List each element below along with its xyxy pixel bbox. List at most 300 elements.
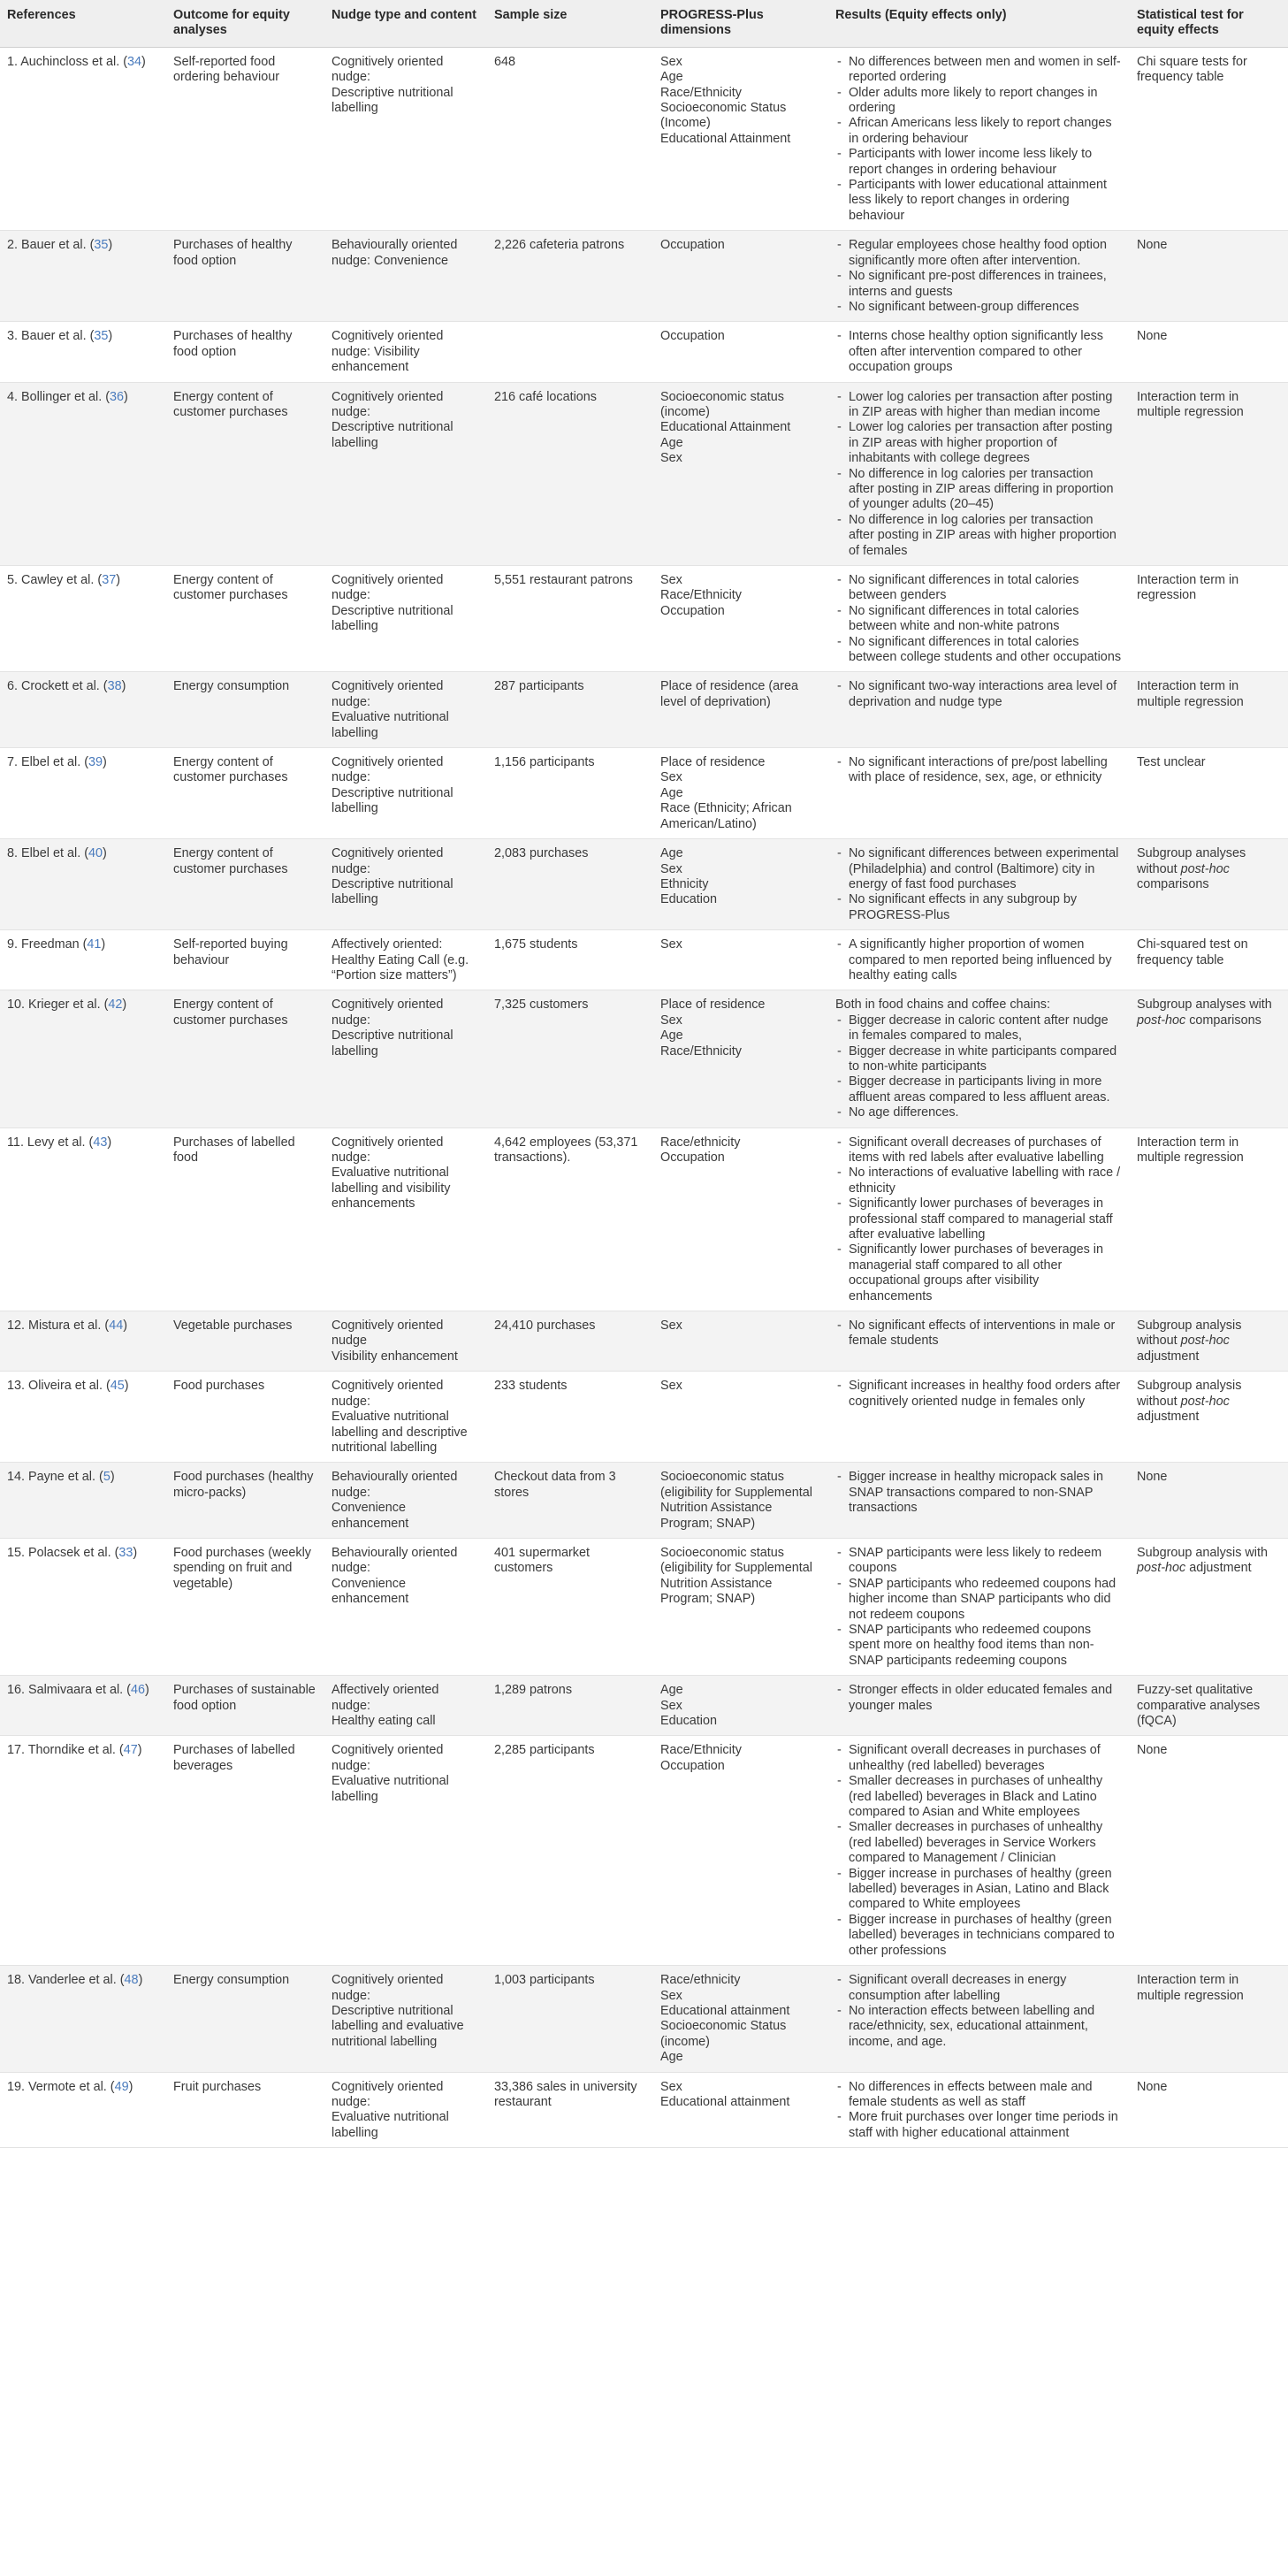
cell-statistical-test	[1130, 839, 1288, 930]
cell-outcome: Energy content of customer purchases	[166, 990, 324, 1127]
reference-author: 17. Thorndike et al.	[7, 1743, 116, 1758]
cell-progress-plus	[653, 1736, 828, 1966]
cell-statistical-test	[1130, 2072, 1288, 2148]
dimension-item: Occupation	[660, 1150, 725, 1165]
table-row	[0, 839, 1288, 930]
cell-outcome: Food purchases (weekly spending on fruit and vegetable)	[166, 1538, 324, 1675]
result-item: - Significantly lower purchases of beverages in professional staff compared to managerial staff after evaluative labelling	[835, 1196, 1121, 1242]
header-statistical-test: Statistical test for equity effects	[1130, 0, 1288, 47]
test-italic: post-hoc	[1180, 861, 1230, 876]
nudge-line: Descriptive nutritional labelling	[332, 603, 453, 634]
reference-author: 12. Mistura et al.	[7, 1319, 102, 1334]
cell-outcome: Energy content of customer purchases	[166, 382, 324, 565]
cell-reference: 11. Levy et al. (43)	[0, 1127, 166, 1311]
citation-link[interactable]: 43	[93, 1135, 108, 1150]
reference-author: 5. Cawley et al.	[7, 573, 95, 587]
nudge-line: Cognitively oriented nudge:	[332, 54, 444, 85]
cell-sample-size: 233 students	[487, 1372, 653, 1463]
table-row	[0, 672, 1288, 748]
cell-results	[828, 990, 1130, 1127]
cell-progress-plus	[653, 930, 828, 990]
nudge-line: Descriptive nutritional labelling and evaluative nutritional labelling	[332, 2003, 464, 2049]
test-after: adjustment	[1137, 1349, 1200, 1364]
test-italic: post-hoc	[1137, 1013, 1186, 1028]
result-item: - SNAP participants who redeemed coupons spent more on healthy food items than non-SNAP participants redeeming coupons	[835, 1623, 1121, 1669]
cell-nudge	[324, 231, 487, 322]
citation-link[interactable]: 5	[103, 1470, 111, 1485]
cell-statistical-test	[1130, 231, 1288, 322]
cell-statistical-test	[1130, 1372, 1288, 1463]
dimension-item: Race (Ethnicity; African American/Latino)	[660, 801, 792, 831]
cell-results	[828, 839, 1130, 930]
cell-results	[828, 566, 1130, 672]
dimension-item: Race/Ethnicity	[660, 1743, 742, 1758]
reference-author: 9. Freedman	[7, 937, 80, 952]
cell-sample-size: 216 café locations	[487, 382, 653, 565]
cell-results	[828, 2072, 1130, 2148]
dimension-item: Educational Attainment	[660, 131, 791, 146]
cell-results	[828, 748, 1130, 839]
test-text: None	[1137, 238, 1168, 253]
header-references: References	[0, 0, 166, 47]
cell-results	[828, 1538, 1130, 1675]
result-item: - Bigger decrease in white participants compared to non-white participants	[835, 1044, 1121, 1075]
cell-progress-plus	[653, 839, 828, 930]
cell-results	[828, 672, 1130, 748]
cell-statistical-test	[1130, 566, 1288, 672]
nudge-line: Cognitively oriented nudge:	[332, 389, 444, 419]
cell-sample-size: 1,003 participants	[487, 1966, 653, 2072]
table-row	[0, 1372, 1288, 1463]
table-row	[0, 990, 1288, 1127]
test-text: None	[1137, 2079, 1168, 2094]
cell-statistical-test	[1130, 930, 1288, 990]
table-row	[0, 930, 1288, 990]
citation-link[interactable]: 39	[88, 755, 103, 770]
result-item: - No significant differences in total calories between college students and other occupations	[835, 635, 1121, 666]
cell-statistical-test	[1130, 1538, 1288, 1675]
table-row	[0, 1966, 1288, 2072]
cell-outcome: Food purchases	[166, 1372, 324, 1463]
cell-results	[828, 1676, 1130, 1736]
citation-link[interactable]: 47	[123, 1743, 138, 1758]
dimension-item: Sex	[660, 1013, 682, 1028]
nudge-line: Convenience enhancement	[332, 1501, 409, 1531]
dimension-item: Occupation	[660, 238, 725, 253]
reference-author: 14. Payne et al.	[7, 1470, 96, 1485]
reference-author: 18. Vanderlee et al.	[7, 1973, 117, 1988]
result-item: - Bigger increase in purchases of healthy (green labelled) beverages in Asian, Latino and Black compared to White employees	[835, 1867, 1121, 1913]
cell-nudge	[324, 1463, 487, 1539]
dimension-item: Age	[660, 785, 683, 800]
results-list	[835, 1546, 1121, 1669]
cell-progress-plus	[653, 322, 828, 382]
dimension-item: Age	[660, 2050, 683, 2065]
dimension-item: Age	[660, 435, 683, 450]
result-item: - No significant interactions of pre/post labelling with place of residence, sex, age, or ethnicity	[835, 755, 1121, 786]
result-item: - No significant between-group differences	[835, 300, 1121, 315]
test-text: Subgroup analyses with	[1137, 998, 1272, 1013]
cell-outcome: Purchases of healthy food option	[166, 231, 324, 322]
cell-statistical-test	[1130, 1127, 1288, 1311]
cell-progress-plus	[653, 748, 828, 839]
result-item: - No significant two-way interactions area level of deprivation and nudge type	[835, 679, 1121, 710]
nudge-line: Convenience enhancement	[332, 1576, 409, 1607]
dimension-item: Age	[660, 1683, 683, 1698]
cell-sample-size: 1,675 students	[487, 930, 653, 990]
result-item: - SNAP participants who redeemed coupons had higher income than SNAP participants who did not redeem coupons	[835, 1577, 1121, 1623]
test-italic: post-hoc	[1137, 1561, 1186, 1576]
cell-reference: 15. Polacsek et al. (33)	[0, 1538, 166, 1675]
cell-statistical-test	[1130, 1311, 1288, 1372]
result-item: - No difference in log calories per transaction after posting in ZIP areas differing in proportion of younger adults (20–45)	[835, 467, 1121, 513]
cell-progress-plus	[653, 1372, 828, 1463]
dimension-item: Age	[660, 70, 683, 85]
result-item: - No interactions of evaluative labelling with race / ethnicity	[835, 1166, 1121, 1196]
dimension-item: Socioeconomic status (eligibility for Supplemental Nutrition Assistance Program; SNAP)	[660, 1545, 812, 1607]
nudge-line: Cognitively oriented nudge:	[332, 998, 444, 1028]
dimension-item: Sex	[660, 1379, 682, 1394]
nudge-line: Behaviourally oriented nudge: Convenience	[332, 238, 458, 268]
test-text: Subgroup analysis without	[1137, 1319, 1242, 1349]
result-item: - Regular employees chose healthy food option significantly more often after intervention.	[835, 238, 1121, 269]
cell-reference: 8. Elbel et al. (40)	[0, 839, 166, 930]
nudge-line: Descriptive nutritional labelling	[332, 85, 453, 116]
citation-link[interactable]: 44	[109, 1319, 124, 1334]
table-row	[0, 382, 1288, 565]
dimension-item: Socioeconomic Status (income)	[660, 2019, 787, 2049]
cell-nudge	[324, 2072, 487, 2148]
nudge-line: Cognitively oriented nudge:	[332, 1379, 444, 1409]
cell-outcome: Fruit purchases	[166, 2072, 324, 2148]
nudge-line: Cognitively oriented nudge:	[332, 2079, 444, 2109]
cell-results	[828, 1966, 1130, 2072]
dimension-item: Race/Ethnicity	[660, 588, 742, 603]
cell-progress-plus	[653, 382, 828, 565]
result-item: - No significant effects in any subgroup by PROGRESS-Plus	[835, 892, 1121, 923]
cell-results	[828, 1463, 1130, 1539]
nudge-line: Healthy Eating Call (e.g. “Portion size matters”)	[332, 952, 469, 982]
result-item: - Significantly lower purchases of beverages in managerial staff compared to all other occupational groups after visibility enhancements	[835, 1242, 1121, 1304]
cell-reference: 18. Vanderlee et al. (48)	[0, 1966, 166, 2072]
cell-sample-size: Checkout data from 3 stores	[487, 1463, 653, 1539]
cell-reference: 9. Freedman (41)	[0, 930, 166, 990]
header-results: Results (Equity effects only)	[828, 0, 1130, 47]
cell-statistical-test	[1130, 322, 1288, 382]
result-item: - Interns chose healthy option significantly less often after intervention compared to other occupation groups	[835, 329, 1121, 375]
citation-link[interactable]: 41	[87, 937, 102, 952]
cell-nudge	[324, 1966, 487, 2072]
table-row	[0, 1676, 1288, 1736]
table-row	[0, 2072, 1288, 2148]
cell-reference: 13. Oliveira et al. (45)	[0, 1372, 166, 1463]
dimension-item: Socioeconomic Status (Income)	[660, 101, 787, 131]
results-list	[835, 1683, 1121, 1714]
result-item: - Participants with lower educational attainment less likely to report changes in ordering behaviour	[835, 178, 1121, 224]
nudge-line: Behaviourally oriented nudge:	[332, 1545, 458, 1576]
results-list	[835, 1135, 1121, 1304]
test-text: None	[1137, 329, 1168, 344]
cell-progress-plus	[653, 1311, 828, 1372]
results-list	[835, 1470, 1121, 1516]
test-after: comparisons	[1185, 1013, 1261, 1028]
cell-nudge	[324, 322, 487, 382]
cell-progress-plus	[653, 990, 828, 1127]
nudge-line: Cognitively oriented nudge:	[332, 1743, 444, 1773]
reference-author: 16. Salmivaara et al.	[7, 1683, 124, 1698]
citation-link[interactable]: 37	[102, 573, 117, 587]
cell-statistical-test	[1130, 47, 1288, 230]
test-italic: post-hoc	[1180, 1334, 1230, 1349]
cell-progress-plus	[653, 47, 828, 230]
cell-outcome: Vegetable purchases	[166, 1311, 324, 1372]
table-row	[0, 322, 1288, 382]
reference-author: 2. Bauer et al.	[7, 238, 87, 253]
cell-nudge	[324, 990, 487, 1127]
cell-statistical-test	[1130, 1966, 1288, 2072]
cell-nudge	[324, 930, 487, 990]
citation-link[interactable]: 45	[110, 1379, 125, 1394]
cell-results	[828, 47, 1130, 230]
header-progress-plus: PROGRESS-Plus dimensions	[653, 0, 828, 47]
results-list	[835, 390, 1121, 559]
table-row	[0, 748, 1288, 839]
reference-author: 4. Bollinger et al.	[7, 389, 103, 404]
table-row	[0, 1538, 1288, 1675]
dimension-item: Occupation	[660, 603, 725, 618]
dimension-item: Sex	[660, 1988, 682, 2003]
cell-reference: 3. Bauer et al. (35)	[0, 322, 166, 382]
citation-link[interactable]: 36	[110, 389, 125, 404]
nudge-line: Cognitively oriented nudge:	[332, 755, 444, 785]
citation-link[interactable]: 34	[127, 54, 142, 69]
table-body	[0, 47, 1288, 2147]
cell-outcome: Food purchases (healthy micro-packs)	[166, 1463, 324, 1539]
dimension-item: Sex	[660, 770, 682, 785]
dimension-item: Sex	[660, 2079, 682, 2094]
cell-progress-plus	[653, 672, 828, 748]
result-item: - Older adults more likely to report changes in ordering	[835, 86, 1121, 117]
nudge-line: Cognitively oriented nudge	[332, 1319, 444, 1349]
cell-nudge	[324, 1538, 487, 1675]
cell-reference: 1. Auchincloss et al. (34)	[0, 47, 166, 230]
cell-outcome: Purchases of healthy food option	[166, 322, 324, 382]
citation-link[interactable]: 49	[114, 2079, 129, 2094]
citation-link[interactable]: 35	[94, 329, 109, 344]
dimension-item: Sex	[660, 451, 682, 466]
results-list	[835, 329, 1121, 375]
reference-author: 11. Levy et al.	[7, 1135, 86, 1150]
reference-author: 8. Elbel et al.	[7, 846, 81, 861]
citation-link[interactable]: 33	[118, 1545, 133, 1560]
reference-author: 15. Polacsek et al.	[7, 1545, 111, 1560]
cell-nudge	[324, 1311, 487, 1372]
citation-link[interactable]: 35	[94, 238, 109, 253]
result-item: - Significant overall decreases in purchases of unhealthy (red labelled) beverages	[835, 1743, 1121, 1774]
dimension-item: Place of residence	[660, 998, 766, 1013]
test-text: Interaction term in multiple regression	[1137, 679, 1244, 709]
cell-nudge	[324, 47, 487, 230]
cell-results	[828, 1736, 1130, 1966]
citation-link[interactable]: 48	[124, 1973, 139, 1988]
cell-statistical-test	[1130, 382, 1288, 565]
cell-progress-plus	[653, 1538, 828, 1675]
reference-author: 19. Vermote et al.	[7, 2079, 107, 2094]
table-row	[0, 566, 1288, 672]
cell-reference: 2. Bauer et al. (35)	[0, 231, 166, 322]
cell-statistical-test	[1130, 672, 1288, 748]
dimension-item: Education	[660, 1714, 718, 1728]
test-after: adjustment	[1185, 1561, 1252, 1576]
cell-results	[828, 231, 1130, 322]
cell-sample-size: 2,226 cafeteria patrons	[487, 231, 653, 322]
results-list	[835, 937, 1121, 983]
results-list	[835, 1743, 1121, 1959]
results-list	[835, 573, 1121, 665]
table-row	[0, 1463, 1288, 1539]
result-item: - No differences in effects between male and female students as well as staff	[835, 2080, 1121, 2111]
nudge-line: Cognitively oriented nudge: Visibility enhancement	[332, 329, 444, 375]
cell-sample-size	[487, 322, 653, 382]
cell-reference: 5. Cawley et al. (37)	[0, 566, 166, 672]
result-item: - Significant overall decreases in energy consumption after labelling	[835, 1973, 1121, 2004]
cell-reference: 10. Krieger et al. (42)	[0, 990, 166, 1127]
result-item: - No significant pre-post differences in trainees, interns and guests	[835, 269, 1121, 300]
nudge-line: Evaluative nutritional labelling	[332, 1774, 449, 1804]
cell-progress-plus	[653, 1676, 828, 1736]
result-item: - No age differences.	[835, 1105, 1121, 1120]
test-text: Fuzzy-set qualitative comparative analyses (fQCA)	[1137, 1683, 1261, 1728]
dimension-item: Race/ethnicity	[660, 1135, 741, 1150]
header-row	[0, 0, 1288, 47]
nudge-line: Cognitively oriented nudge:	[332, 679, 444, 709]
result-item: - No differences between men and women in self-reported ordering	[835, 55, 1121, 86]
result-item: - African Americans less likely to report changes in ordering behaviour	[835, 116, 1121, 147]
citation-link[interactable]: 38	[107, 679, 122, 694]
cell-statistical-test	[1130, 990, 1288, 1127]
test-text: Test unclear	[1137, 755, 1206, 770]
test-italic: post-hoc	[1180, 1394, 1230, 1409]
cell-outcome: Energy consumption	[166, 672, 324, 748]
cell-results	[828, 1311, 1130, 1372]
dimension-item: Education	[660, 892, 718, 907]
result-item: - No significant differences in total calories between white and non-white patrons	[835, 604, 1121, 635]
citation-link[interactable]: 42	[108, 998, 123, 1013]
result-item: - A significantly higher proportion of women compared to men reported being influenced by healthy eating calls	[835, 937, 1121, 983]
results-list	[835, 238, 1121, 315]
cell-nudge	[324, 672, 487, 748]
results-list	[835, 679, 1121, 710]
cell-sample-size: 2,285 participants	[487, 1736, 653, 1966]
dimension-item: Occupation	[660, 1758, 725, 1773]
cell-nudge	[324, 566, 487, 672]
result-item: - No significant differences in total calories between genders	[835, 573, 1121, 604]
citation-link[interactable]: 40	[88, 846, 103, 861]
cell-reference: 16. Salmivaara et al. (46)	[0, 1676, 166, 1736]
cell-reference: 17. Thorndike et al. (47)	[0, 1736, 166, 1966]
dimension-item: Age	[660, 846, 683, 861]
cell-results	[828, 930, 1130, 990]
cell-outcome: Energy content of customer purchases	[166, 748, 324, 839]
test-text: Interaction term in multiple regression	[1137, 389, 1244, 419]
cell-reference: 6. Crockett et al. (38)	[0, 672, 166, 748]
test-text: Interaction term in multiple regression	[1137, 1135, 1244, 1165]
results-list	[835, 1319, 1121, 1349]
cell-reference: 4. Bollinger et al. (36)	[0, 382, 166, 565]
nudge-line: Evaluative nutritional labelling	[332, 2110, 449, 2140]
results-list	[835, 1379, 1121, 1410]
dimension-item: Educational attainment	[660, 2003, 790, 2018]
nudge-line: Descriptive nutritional labelling	[332, 785, 453, 816]
test-text: Chi-squared test on frequency table	[1137, 937, 1248, 967]
dimension-item: Educational Attainment	[660, 420, 791, 435]
header-outcome: Outcome for equity analyses	[166, 0, 324, 47]
dimension-item: Race/ethnicity	[660, 1973, 741, 1988]
cell-outcome: Self-reported buying behaviour	[166, 930, 324, 990]
dimension-item: Educational attainment	[660, 2094, 790, 2109]
result-item: - Significant overall decreases of purchases of items with red labels after evaluative labelling	[835, 1135, 1121, 1166]
nudge-line: Affectively oriented:	[332, 937, 443, 952]
result-item: - Bigger decrease in participants living in more affluent areas compared to less affluent areas.	[835, 1074, 1121, 1105]
cell-outcome: Purchases of labelled food	[166, 1127, 324, 1311]
cell-progress-plus	[653, 2072, 828, 2148]
nudge-line: Visibility enhancement	[332, 1349, 458, 1364]
reference-author: 6. Crockett et al.	[7, 679, 100, 694]
table-row	[0, 1311, 1288, 1372]
citation-link[interactable]: 46	[130, 1683, 145, 1698]
results-intro: Both in food chains and coffee chains:	[835, 998, 1050, 1013]
nudge-line: Cognitively oriented nudge:	[332, 1973, 444, 2003]
cell-outcome: Purchases of labelled beverages	[166, 1736, 324, 1966]
result-item: - Bigger decrease in caloric content after nudge in females compared to males,	[835, 1013, 1121, 1044]
nudge-line: Descriptive nutritional labelling	[332, 420, 453, 450]
test-text: None	[1137, 1743, 1168, 1758]
result-item: - More fruit purchases over longer time periods in staff with higher educational attainment	[835, 2110, 1121, 2141]
result-item: - Participants with lower income less likely to report changes in ordering behaviour	[835, 147, 1121, 178]
result-item: - Smaller decreases in purchases of unhealthy (red labelled) beverages in Service Workers compared to Management / Clinician	[835, 1820, 1121, 1866]
table-row	[0, 1127, 1288, 1311]
cell-results	[828, 382, 1130, 565]
dimension-item: Sex	[660, 937, 682, 952]
result-item: - Stronger effects in older educated females and younger males	[835, 1683, 1121, 1714]
dimension-item: Sex	[660, 1319, 682, 1334]
result-item: - Bigger increase in purchases of healthy (green labelled) beverages in technicians compared to other professions	[835, 1913, 1121, 1959]
cell-sample-size: 401 supermarket customers	[487, 1538, 653, 1675]
reference-author: 3. Bauer et al.	[7, 329, 87, 344]
cell-reference: 12. Mistura et al. (44)	[0, 1311, 166, 1372]
results-list	[835, 846, 1121, 923]
result-item: - No interaction effects between labelling and race/ethnicity, sex, educational attainment, income, and age.	[835, 2004, 1121, 2050]
cell-statistical-test	[1130, 1676, 1288, 1736]
reference-author: 13. Oliveira et al.	[7, 1379, 103, 1394]
dimension-item: Occupation	[660, 329, 725, 344]
cell-statistical-test	[1130, 748, 1288, 839]
cell-reference: 7. Elbel et al. (39)	[0, 748, 166, 839]
test-after: comparisons	[1137, 876, 1209, 891]
test-text: Subgroup analyses without	[1137, 846, 1246, 876]
cell-results	[828, 1372, 1130, 1463]
cell-progress-plus	[653, 1463, 828, 1539]
result-item: - Bigger increase in healthy micropack sales in SNAP transactions compared to non-SNAP transactions	[835, 1470, 1121, 1516]
cell-nudge	[324, 382, 487, 565]
cell-outcome: Purchases of sustainable food option	[166, 1676, 324, 1736]
results-list	[835, 1973, 1121, 2050]
nudge-line: Evaluative nutritional labelling	[332, 710, 449, 740]
cell-sample-size: 2,083 purchases	[487, 839, 653, 930]
result-item: - Lower log calories per transaction after posting in ZIP areas with higher than median income	[835, 390, 1121, 421]
dimension-item: Socioeconomic status (eligibility for Supplemental Nutrition Assistance Program; SNAP)	[660, 1470, 812, 1531]
cell-outcome: Self-reported food ordering behaviour	[166, 47, 324, 230]
